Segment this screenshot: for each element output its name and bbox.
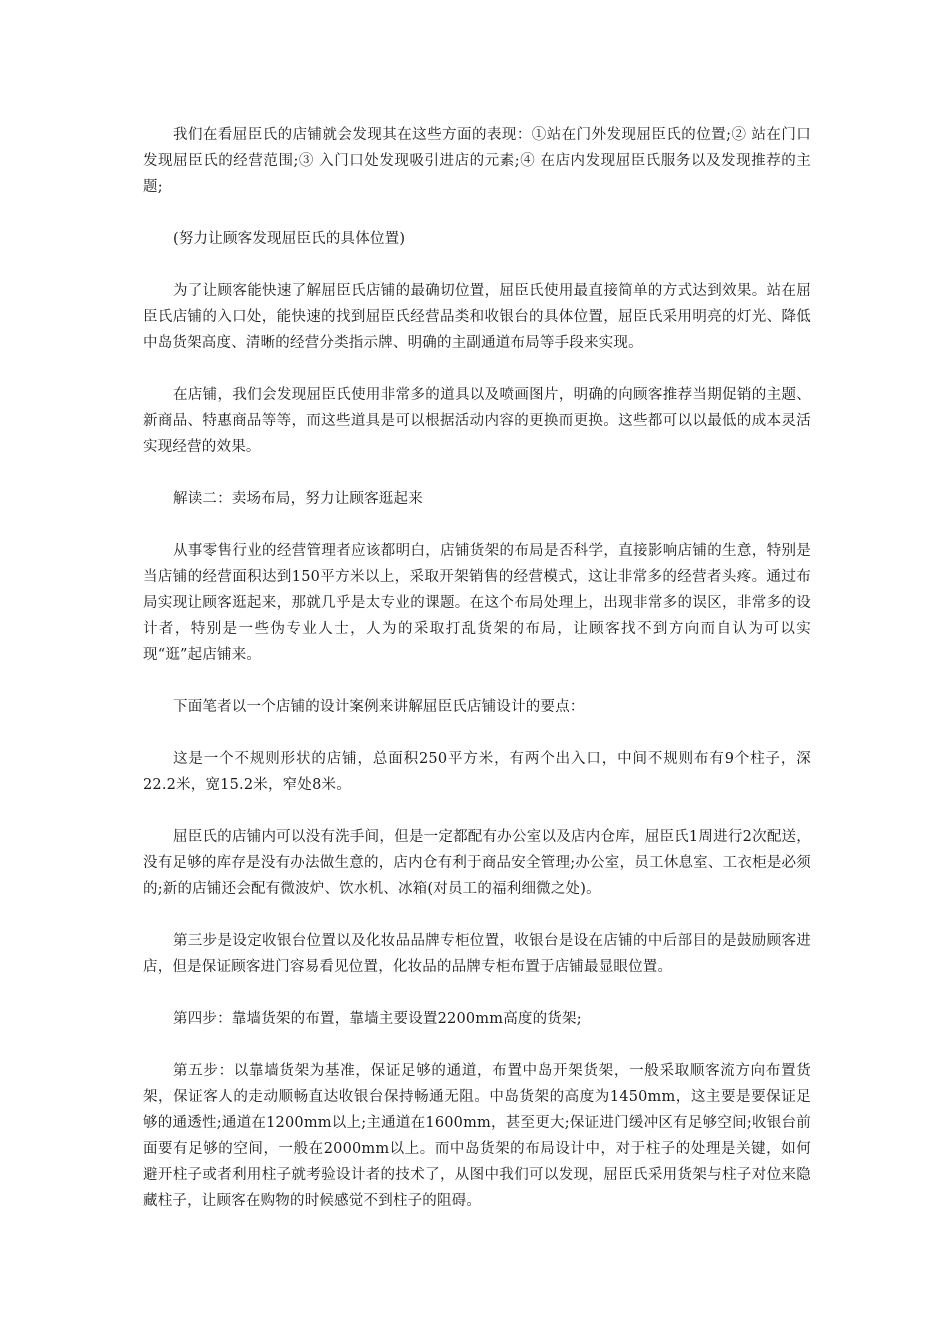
- paragraph-intro: 我们在看屈臣氏的店铺就会发现其在这些方面的表现：①站在门外发现屈臣氏的位置;② 站在门口发现屈臣氏的经营范围;③ 入门口处发现吸引进店的元素;④ 在店内发现屈臣氏服务以及发现推荐的主题;: [143, 127, 811, 195]
- paragraph-step-five: 第五步：以靠墙货架为基准，保证足够的通道，布置中岛开架货架，一般采取顺客流方向布置货架，保证客人的走动顺畅直达收银台保持畅通无阻。中岛货架的高度为1450mm，这主要是要保证足够的通透性;通道在1200mm以上;主通道在1600mm，甚至更大;保证进门缓冲区有足够空间;收银台前面要有足够的空间，一般在2000mm以上。而中岛货架的布局设计中，对于柱子的处理是关键，如何避开柱子或者利用柱子就考验设计者的技术了，从图中我们可以发现，屈臣氏采用货架与柱子对位来隐藏柱子，让顾客在购物的时候感觉不到柱子的阻碍。: [143, 1063, 811, 1209]
- paragraph-office-storage: 屈臣氏的店铺内可以没有洗手间，但是一定都配有办公室以及店内仓库，屈臣氏1周进行2次配送，没有足够的库存是没有办法做生意的，店内仓有利于商品安全管理;办公室，员工休息室、工衣柜是必须的;新的店铺还会配有微波炉、饮水机、冰箱(对员工的福利细微之处)。: [143, 829, 811, 897]
- paragraph-layout: 从事零售行业的经营管理者应该都明白，店铺货架的布局是否科学，直接影响店铺的生意，特别是当店铺的经营面积达到150平方米以上，采取开架销售的经营模式，这让非常多的经营者头疼。通过布局实现让顾客逛起来，那就几乎是太专业的课题。在这个布局处理上，出现非常多的误区，非常多的设计者，特别是一些伪专业人士，人为的采取打乱货架的布局，让顾客找不到方向而自认为可以实现“逛”起店铺来。: [143, 543, 811, 663]
- paragraph-section-heading: 解读二：卖场布局，努力让顾客逛起来: [173, 491, 423, 507]
- paragraph-props: 在店铺，我们会发现屈臣氏使用非常多的道具以及喷画图片，明确的向顾客推荐当期促销的主题、新商品、特惠商品等等，而这些道具是可以根据活动内容的更换而更换。这些都可以以最低的成本灵活实现经营的效果。: [143, 387, 811, 455]
- paragraph-location-heading: (努力让顾客发现屈臣氏的具体位置): [173, 231, 406, 247]
- paragraph-case-intro: 下面笔者以一个店铺的设计案例来讲解屈臣氏店铺设计的要点：: [173, 699, 585, 715]
- document-body: [143, 122, 811, 1240]
- paragraph-location: 为了让顾客能快速了解屈臣氏店铺的最确切位置，屈臣氏使用最直接简单的方式达到效果。站在屈臣氏店铺的入口处，能快速的找到屈臣氏经营品类和收银台的具体位置，屈臣氏采用明亮的灯光、降低中岛货架高度、清晰的经营分类指示牌、明确的主副通道布局等手段来实现。: [143, 283, 811, 351]
- paragraph-step-four: 第四步：靠墙货架的布置，靠墙主要设置2200mm高度的货架;: [173, 1011, 582, 1027]
- paragraph-store-shape: 这是一个不规则形状的店铺，总面积250平方米，有两个出入口，中间不规则布有9个柱子，深22.2米，宽15.2米，窄处8米。: [143, 751, 811, 793]
- paragraph-step-three: 第三步是设定收银台位置以及化妆品品牌专柜位置，收银台是设在店铺的中后部目的是鼓励顾客进店，但是保证顾客进门容易看见位置，化妆品的品牌专柜布置于店铺最显眼位置。: [143, 933, 811, 975]
